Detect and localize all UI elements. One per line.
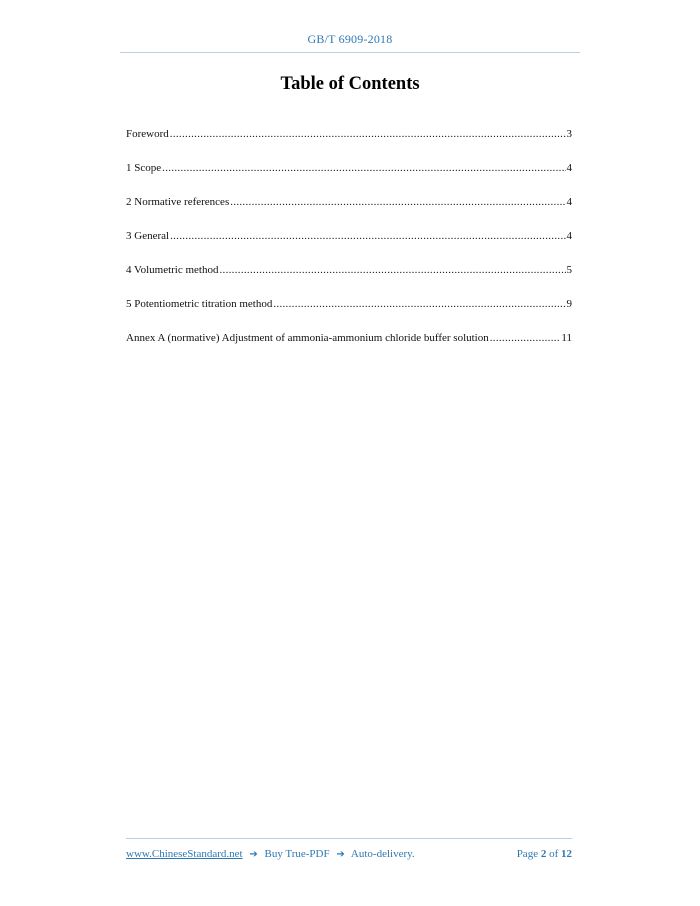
page-indicator xyxy=(517,848,572,860)
buy-true-pdf-text: Buy True-PDF xyxy=(264,848,330,860)
footer-divider xyxy=(126,838,572,839)
toc-title: Table of Contents xyxy=(280,74,420,94)
toc-entry-page: 4 xyxy=(566,196,572,208)
toc-entry-label: 3 General xyxy=(126,230,170,242)
toc-entry-label: 1 Scope xyxy=(126,162,162,174)
toc-list xyxy=(126,128,572,366)
toc-entry-page: 9 xyxy=(566,298,572,310)
toc-entry-label: 5 Potentiometric titration method xyxy=(126,298,273,310)
toc-entry-volumetric-method[interactable] xyxy=(126,264,572,298)
toc-entry-label: 2 Normative references xyxy=(126,196,230,208)
toc-entry-page: 3 xyxy=(566,128,572,140)
site-link[interactable]: www.ChineseStandard.net xyxy=(126,848,243,860)
toc-entry-scope[interactable] xyxy=(126,162,572,196)
toc-entry-normative-references[interactable] xyxy=(126,196,572,230)
toc-dot-leader xyxy=(273,298,565,310)
toc-entry-foreword[interactable] xyxy=(126,128,572,162)
standard-code-header: GB/T 6909-2018 xyxy=(307,32,393,46)
page-footer xyxy=(126,848,572,864)
footer-promo xyxy=(126,848,415,860)
toc-entry-label: Annex A (normative) Adjustment of ammonia-ammonium chloride buffer solution xyxy=(126,332,489,344)
toc-entry-annex-a[interactable] xyxy=(126,332,572,366)
toc-entry-page: 11 xyxy=(561,332,572,344)
toc-entry-general[interactable] xyxy=(126,230,572,264)
auto-delivery-text: Auto-delivery. xyxy=(350,848,415,860)
toc-entry-page: 4 xyxy=(566,162,572,174)
toc-dot-leader xyxy=(219,264,565,276)
toc-dot-leader xyxy=(170,128,566,140)
toc-entry-label: Foreword xyxy=(126,128,169,140)
of-word: of xyxy=(549,848,559,860)
toc-dot-leader xyxy=(230,196,565,208)
total-page-count: 12 xyxy=(561,848,572,860)
toc-dot-leader xyxy=(490,332,561,344)
toc-entry-page: 5 xyxy=(566,264,572,276)
toc-entry-page: 4 xyxy=(566,230,572,242)
toc-dot-leader xyxy=(162,162,565,174)
page-word: Page xyxy=(516,848,539,860)
toc-dot-leader xyxy=(170,230,565,242)
right-arrow-icon: ➔ xyxy=(336,849,345,860)
header-divider xyxy=(120,52,580,53)
right-arrow-icon: ➔ xyxy=(249,849,258,860)
toc-entry-potentiometric-titration[interactable] xyxy=(126,298,572,332)
current-page-number: 2 xyxy=(540,848,547,860)
toc-entry-label: 4 Volumetric method xyxy=(126,264,219,276)
